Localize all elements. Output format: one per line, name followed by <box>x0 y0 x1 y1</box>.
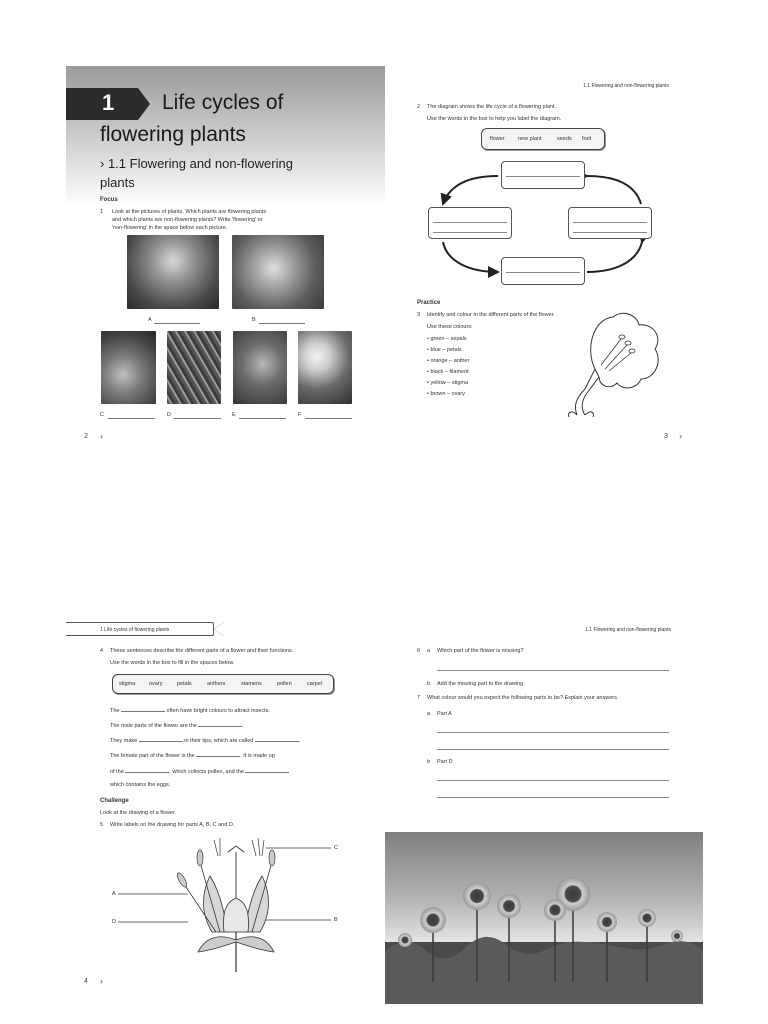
q2-text-line1: The diagram shows the life cycle of a flowering plant. <box>427 104 557 110</box>
colour-item: • yellow – stigma <box>427 380 469 386</box>
label-f: F <box>298 412 302 418</box>
page-number: 4 <box>84 978 88 985</box>
challenge-heading: Challenge <box>100 798 129 804</box>
cycle-label-box-bottom[interactable] <box>501 257 585 285</box>
blank-field[interactable] <box>121 706 165 712</box>
q7a-letter: a <box>427 711 431 717</box>
page-5 <box>385 614 703 1004</box>
blank-field[interactable] <box>125 767 169 773</box>
word-pollen: pollen <box>277 681 292 687</box>
cycle-label-box-top[interactable] <box>501 161 585 189</box>
running-head-tab-arrow <box>214 622 224 636</box>
sentence-4: The female part of the flower is the . It is made up <box>110 753 275 759</box>
answer-line-d <box>174 418 221 419</box>
q6a-text: Which part of the flower is missing? <box>437 648 524 654</box>
challenge-intro: Look at the drawing of a flower. <box>100 810 177 816</box>
focus-heading: Focus <box>100 197 118 203</box>
drawing-label-b: B <box>334 917 338 923</box>
label-c: C <box>100 412 104 418</box>
sentence-2: The male parts of the flower are the . <box>110 723 244 729</box>
blank-field[interactable] <box>198 721 242 727</box>
q1-text-line3: 'non-flowering' in the space below each picture. <box>112 225 228 231</box>
q6b-letter: b <box>427 681 431 687</box>
running-head: 1 Life cycles of flowering plants <box>100 627 170 633</box>
q6a-letter: a <box>427 648 431 654</box>
blank-field[interactable] <box>196 751 240 757</box>
word-seeds: seeds <box>557 136 572 142</box>
label-e: E <box>232 412 236 418</box>
photo-b-flowering-shrub <box>232 235 324 309</box>
running-head: 1.1 Flowering and non-flowering plants <box>585 627 671 633</box>
sentence-6: which contains the eggs. <box>110 782 171 788</box>
word-carpel: carpel <box>307 681 322 687</box>
q7-text: What colour would you expect the following parts to be? Explain your answers. <box>427 695 619 701</box>
page-number: 3 <box>664 433 668 440</box>
q4-text-line2: Use the words in the box to fill in the spaces below. <box>110 660 235 666</box>
page-2 <box>66 66 385 458</box>
sentence-3: They make in their tips, which are called . <box>110 738 301 744</box>
q1-text-line1: Look at the pictures of plants. Which plants are flowering plants <box>112 209 267 215</box>
chapter-title-line1: Life cycles of <box>162 91 284 114</box>
answer-line-a <box>154 323 200 324</box>
flower-cross-section-drawing <box>116 832 356 972</box>
word-petals: petals <box>177 681 192 687</box>
drawing-label-d: D <box>112 919 116 925</box>
blank-field[interactable] <box>255 736 299 742</box>
chapter-title-line2: flowering plants <box>100 123 246 146</box>
colour-item: • green – sepals <box>427 336 467 342</box>
label-b: B <box>252 317 256 323</box>
q7-number: 7 <box>417 695 421 701</box>
photo-e-plant <box>233 331 287 404</box>
photo-f-white-flowers <box>298 331 352 404</box>
answer-line-e <box>239 418 286 419</box>
q7b-letter: b <box>427 759 431 765</box>
word-anthers: anthers <box>207 681 226 687</box>
cycle-label-box-left[interactable] <box>428 207 512 239</box>
q6-number: 6 <box>417 648 421 654</box>
q2-number: 2 <box>417 104 421 110</box>
label-a: A <box>148 317 152 323</box>
cycle-label-box-right[interactable] <box>568 207 652 239</box>
q6b-text: Add the missing part to the drawing. <box>437 681 525 687</box>
answer-line[interactable] <box>437 780 669 781</box>
word-stigma: stigma <box>119 681 136 687</box>
blank-field[interactable] <box>139 736 183 742</box>
drawing-label-a: A <box>112 891 116 897</box>
chevron-right-icon: › <box>679 431 682 441</box>
q5-text: Write labels on the drawing for parts A, B, C and D. <box>110 822 235 828</box>
chapter-banner-arrow <box>138 88 150 120</box>
answer-line-c <box>108 418 155 419</box>
colour-item: • black – filament <box>427 369 469 375</box>
q7b-text: Part D <box>437 759 453 765</box>
sentence-5: of the , which collects pollen, and the <box>110 767 289 775</box>
drawing-label-c: C <box>334 845 338 851</box>
chevron-right-icon: › <box>100 431 103 441</box>
practice-heading: Practice <box>417 300 441 306</box>
page-3 <box>385 66 703 458</box>
answer-line[interactable] <box>437 749 669 750</box>
colour-item: • brown – ovary <box>427 391 466 397</box>
sentence-1: The often have bright colours to attract insects. <box>110 708 270 714</box>
sunflowers-illustration <box>385 832 703 1004</box>
q3-text: Identify and colour in the different parts of the flower. <box>427 312 555 318</box>
section-title-line2: plants <box>100 175 135 190</box>
colour-item: • blue – petals <box>427 347 462 353</box>
word-box <box>112 674 334 694</box>
running-head: 1.1 Flowering and non-flowering plants <box>583 83 669 89</box>
photo-c-fruit-tree <box>101 331 156 404</box>
blank-field[interactable] <box>245 767 289 773</box>
q5-number: 5 <box>100 822 104 828</box>
word-stamens: stamens <box>241 681 262 687</box>
q4-text-line1: These sentences describe the different parts of a flower and their functions. <box>110 648 294 654</box>
page-number: 2 <box>84 433 88 440</box>
answer-line-f <box>305 418 352 419</box>
chevron-right-icon: › <box>100 976 103 986</box>
section-title-line1: › 1.1 Flowering and non-flowering <box>100 156 293 171</box>
q7a-text: Part A <box>437 711 452 717</box>
q1-text-line2: and which plants are non-flowering plants? Write 'flowering' or <box>112 217 263 223</box>
word-new-plant: new plant <box>518 136 542 142</box>
q1-number: 1 <box>100 209 104 215</box>
q3-number: 3 <box>417 312 421 318</box>
word-flower: flower <box>490 136 505 142</box>
label-d: D <box>167 412 171 418</box>
answer-line[interactable] <box>437 670 669 671</box>
word-ovary: ovary <box>149 681 163 687</box>
chapter-number: 1 <box>102 90 115 115</box>
flower-line-drawing <box>565 309 665 419</box>
answer-line[interactable] <box>437 732 669 733</box>
word-fruit: fruit <box>582 136 592 142</box>
answer-line[interactable] <box>437 797 669 798</box>
photo-d-cycad <box>167 331 221 404</box>
colours-intro: Use these colours: <box>427 324 473 330</box>
colour-item: • orange – anther <box>427 358 470 364</box>
q2-text-line2: Use the words in the box to help you label the diagram. <box>427 116 562 122</box>
photo-a-fern-tree <box>127 235 219 309</box>
sunflower-field-photo <box>385 832 703 1004</box>
q4-number: 4 <box>100 648 104 654</box>
page-4 <box>66 614 385 1004</box>
answer-line-b <box>259 323 305 324</box>
